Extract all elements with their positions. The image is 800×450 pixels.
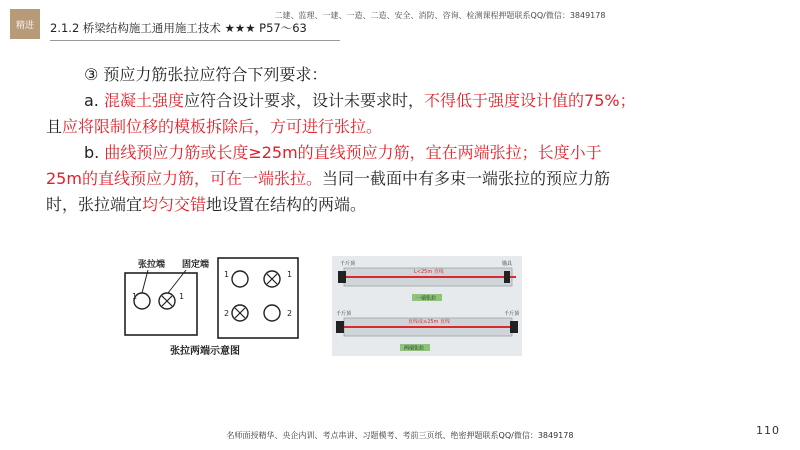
tension-end-label: 张拉端 (138, 260, 166, 270)
tag-one-end: 一端张拉 (416, 295, 437, 302)
jack-right (510, 321, 518, 333)
item-a-line1 (84, 88, 636, 114)
bottom-contact-note: 名师面授精华、央企内训、考点串讲、习题模考、考前三页纸、绝密押题联系QQ/微信：3849178 (226, 431, 574, 440)
item-b-line1 (84, 140, 602, 166)
num-label-2b: 2 (287, 309, 293, 318)
num-label-2a: 2 (224, 309, 230, 318)
tensioning-method-illustration (332, 256, 522, 356)
section-outline-1 (125, 273, 197, 335)
item-a-prefix: a. (84, 91, 104, 110)
diagram-caption: 张拉两端示意图 (170, 346, 240, 357)
num-label-1d: 1 (287, 270, 293, 279)
item-a-highlight-1: 混凝土强度 (103, 91, 184, 110)
requirement-heading: ③ 预应力筋张拉应符合下列要求： (84, 65, 328, 84)
item-b3-prefix: 时，张拉端宜 (46, 195, 143, 214)
item-b3-text: 地设置在结构的两端。 (206, 195, 367, 214)
jack-label-2: 千斤顶 (336, 311, 352, 317)
bar1-label: L<25m 直线 (414, 269, 444, 275)
section-title: 2.1.2 桥梁结构施工通用施工技术 ★★★ P57～63 (50, 21, 307, 35)
item-a2-highlight: 应将限制位移的模板拆除后，方可进行张拉。 (62, 117, 383, 136)
item-b2-text: 当同一截面中有多束一端张拉的预应力筋 (321, 169, 610, 188)
anchor-circle-a (232, 271, 248, 287)
anchor-label: 锚具 (502, 261, 513, 267)
jack-label-1: 千斤顶 (340, 261, 356, 267)
bar2-label: 直线或≥25m 直线 (408, 319, 451, 325)
fixed-end-label: 固定端 (182, 260, 210, 270)
page-number: 110 (756, 424, 780, 437)
item-b3-highlight: 均匀交错 (142, 195, 207, 214)
item-a-line2 (46, 114, 382, 140)
item-b-line2 (46, 166, 610, 192)
section-outline-2 (218, 258, 298, 338)
num-label-1b: 1 (179, 292, 185, 301)
jack-one-end (338, 271, 346, 283)
brand-logo (10, 9, 40, 39)
anchor-one-end (504, 271, 510, 283)
item-b-prefix: b. (84, 143, 105, 162)
top-contact-note: 二建、监理、一建、一造、二造、安全、消防、咨询、检测课程押题联系QQ/微信：3849178 (274, 11, 606, 20)
num-label-1a: 1 (132, 292, 138, 301)
num-label-1c: 1 (224, 270, 230, 279)
tag-two-end: 两端张拉 (404, 345, 425, 352)
jack-label-3: 千斤顶 (504, 311, 520, 317)
title-underline (50, 40, 340, 41)
item-a-highlight-2: 不得低于强度设计值的75%； (424, 91, 636, 110)
logo-text: 精进 (15, 20, 34, 31)
heading-line (84, 62, 327, 88)
item-b-highlight: 曲线预应力筋或长度≥25m的直线预应力筋，宜在两端张拉；长度小于 (104, 143, 602, 162)
item-b-line3 (46, 192, 366, 218)
item-b2-highlight: 25m的直线预应力筋，可在一端张拉。 (46, 169, 322, 188)
anchor-circle-d (264, 305, 280, 321)
jack-left (336, 321, 344, 333)
item-a2-prefix: 且 (46, 117, 63, 136)
item-a-text: 应符合设计要求，设计未要求时， (184, 91, 425, 110)
